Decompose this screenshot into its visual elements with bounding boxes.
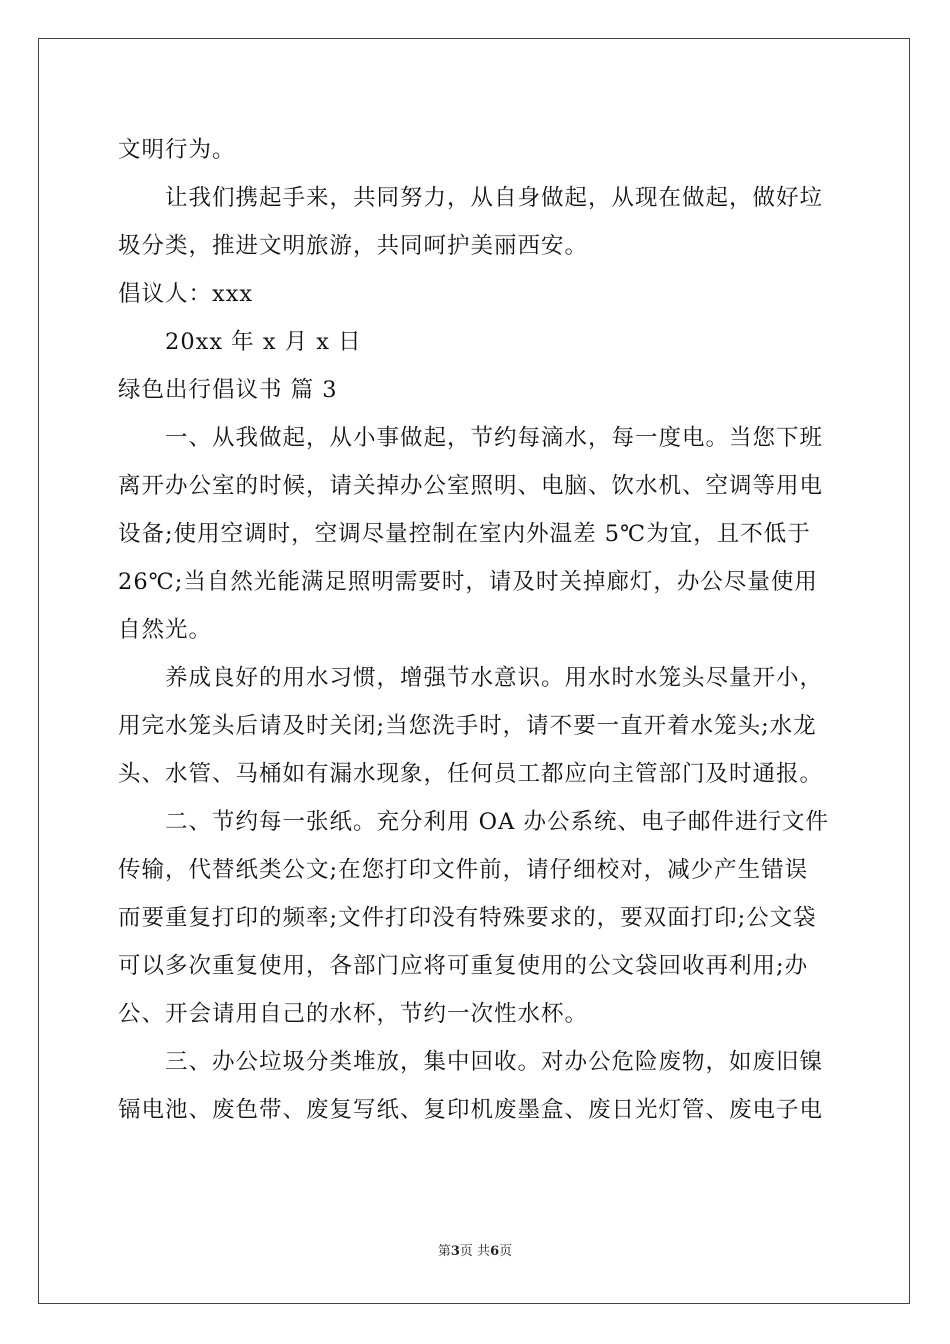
text-line: 可以多次重复使用，各部门应将可重复使用的公文袋回收再利用;办 [118, 953, 809, 979]
text-line: 传输，代替纸类公文;在您打印文件前，请仔细校对，减少产生错误 [118, 857, 809, 883]
text-line: 倡议人：xxx [118, 281, 254, 307]
text-line: 公、开会请用自己的水杯，节约一次性水杯。 [118, 1001, 589, 1027]
footer-page-number: 3 [450, 1244, 460, 1259]
footer-total-pages: 6 [490, 1244, 500, 1259]
page-footer [0, 1240, 950, 1259]
text-line: 用完水笼头后请及时关闭;当您洗手时，请不要一直开着水笼头;水龙 [118, 713, 817, 739]
text-line: 一、从我做起，从小事做起，节约每滴水，每一度电。当您下班 [165, 425, 824, 451]
text-line: 绿色出行倡议书 篇 3 [118, 377, 338, 403]
text-line: 镉电池、废色带、废复写纸、复印机废墨盒、废日光灯管、废电子电 [118, 1097, 824, 1123]
text-line: 离开办公室的时候，请关掉办公室照明、电脑、饮水机、空调等用电 [118, 473, 824, 499]
text-line: 自然光。 [118, 617, 213, 643]
text-line: 头、水管、马桶如有漏水现象，任何员工都应向主管部门及时通报。 [118, 761, 824, 787]
text-line: 养成良好的用水习惯，增强节水意识。用水时水笼头尽量开小， [165, 665, 824, 691]
text-line: 圾分类，推进文明旅游，共同呵护美丽西安。 [118, 233, 589, 259]
text-line: 文明行为。 [118, 137, 236, 163]
text-line: 让我们携起手来，共同努力，从自身做起，从现在做起，做好垃 [165, 185, 824, 211]
footer-mid: 页 共 [459, 1244, 491, 1259]
document-body [118, 126, 838, 1134]
text-line: 26℃;当自然光能满足照明需要时，请及时关掉廊灯，办公尽量使用 [118, 569, 818, 595]
text-line: 二、节约每一张纸。充分利用 OA 办公系统、电子邮件进行文件 [165, 809, 830, 835]
footer-prefix: 第 [437, 1244, 451, 1259]
text-line: 三、办公垃圾分类堆放，集中回收。对办公危险废物，如废旧镍 [165, 1049, 824, 1075]
text-line: 而要重复打印的频率;文件打印没有特殊要求的，要双面打印;公文袋 [118, 905, 817, 931]
text-line: 设备;使用空调时，空调尽量控制在室内外温差 5℃为宜，且不低于 [118, 521, 811, 547]
text-line: 20xx 年 x 月 x 日 [165, 329, 362, 355]
footer-suffix: 页 [499, 1244, 513, 1259]
